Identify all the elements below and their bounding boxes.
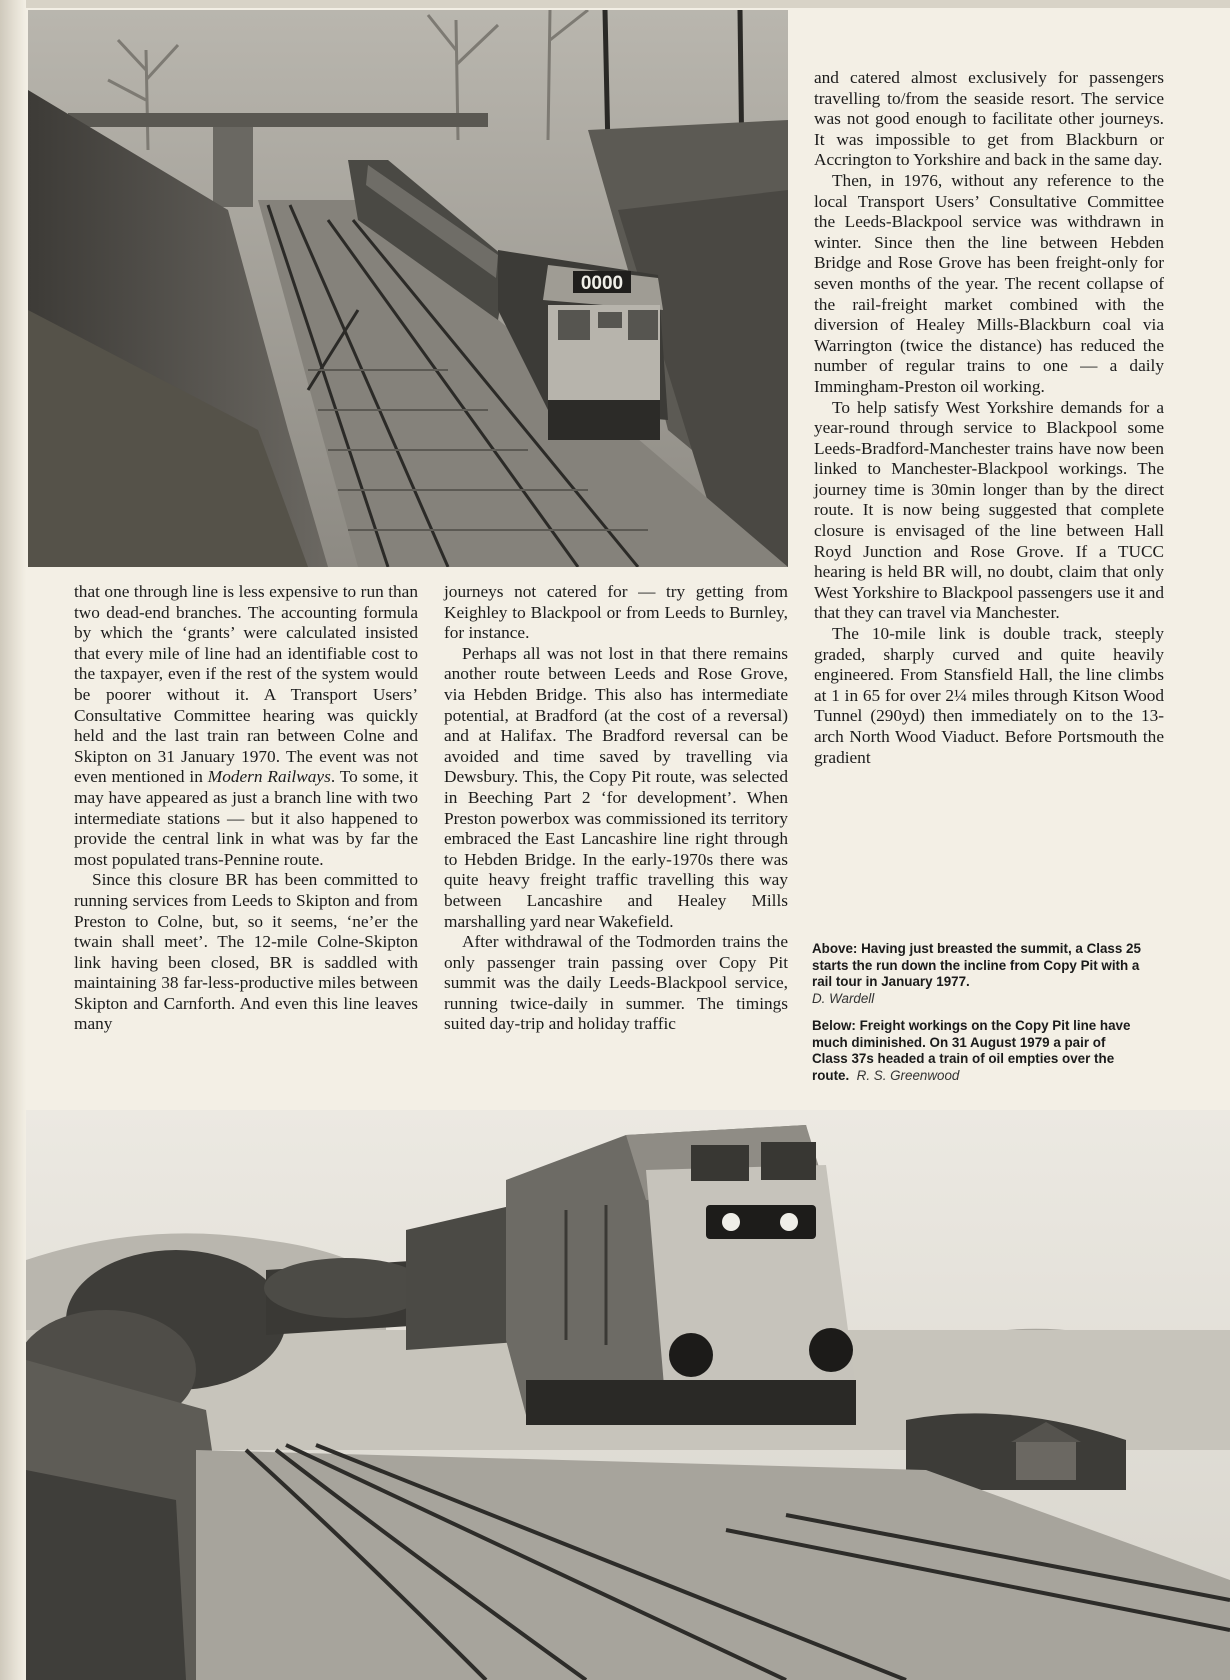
article-column-1 <box>74 582 418 1035</box>
col1-paragraph-1: that one through line is less expensive to run than two dead-end branches. The accounting formula by which the ‘grants’ were calculated insisted that every mile of line had an identifiable cost to the taxpayer, even if the rest of the system would be poorer without it. A Transport Users’ Consultative Committee hearing was quickly held and the last train ran between Colne and Skipton on 31 January 1970. The event was not even mentioned in Modern Railways. To some, it may have appeared as just a branch line with two intermediate stations — but it also happened to provide the central link in what was by far the most populated trans-Pennine route. <box>74 582 418 869</box>
col3-paragraph-4: The 10-mile link is double track, steeply graded, sharply curved and quite heavily engineered. From Stansfield Hall, the line climbs at 1 in 65 for over 2¼ miles through Kitson Wood Tunnel (290yd) then immediately on to the 13-arch North Wood Viaduct. Before Portsmouth the gradient <box>814 624 1164 767</box>
caption-above <box>812 941 1144 1007</box>
col2-paragraph-3: After withdrawal of the Todmorden trains the only passenger train passing over Copy Pit summit was the daily Leeds-Blackpool service, running twice-daily in summer. The timings suited day-trip and holiday traffic <box>444 932 788 1034</box>
publication-title: Modern Railways <box>207 767 331 787</box>
col1-paragraph-2: Since this closure BR has been committed to running services from Leeds to Skipton and from Preston to Colne, but, so it seems, ‘ne’er the twain shall meet’. The 12-mile Colne-Skipton link having been closed, BR is saddled with maintaining 38 far-less-productive miles between Skipton and Carnforth. And even this line leaves many <box>74 870 418 1034</box>
caption-above-text: Above: Having just breasted the summit, a Class 25 starts the run down the incline from Copy Pit with a rail tour in January 1977. <box>812 941 1141 990</box>
photo-class-37-oil-train <box>26 1110 1230 1680</box>
caption-below-text: Below: Freight workings on the Copy Pit line have much diminished. On 31 August 1979 a pair of Class 37s headed a train of oil empties over the route. <box>812 1018 1131 1083</box>
caption-below-credit: R. S. Greenwood <box>856 1067 960 1083</box>
photo-class-25-rail-tour <box>28 10 788 567</box>
col2-paragraph-2: Perhaps all was not lost in that there remains another route between Leeds and Rose Grove, via Hebden Bridge. This also has intermediate potential, at Bradford (at the cost of a reversal) and at Halifax. The Bradford reversal can be avoided and time saved by travelling via Dewsbury. This, the Copy Pit route, was selected in Beeching Part 2 ‘for development’. When Preston powerbox was commissioned its territory embraced the East Lancashire line right through to Hebden Bridge. In the early-1970s there was quite heavy freight traffic travelling this way between Lancashire and Healey Mills marshalling yard near Wakefield. <box>444 643 788 931</box>
page-gutter <box>0 0 26 1680</box>
col2-paragraph-1: journeys not catered for — try getting from Keighley to Blackpool or from Leeds to Burnley, for instance. <box>444 582 788 643</box>
caption-below <box>812 1018 1144 1084</box>
photo-top-illustration <box>28 10 788 567</box>
caption-above-credit: D. Wardell <box>812 990 875 1006</box>
headcode-text: 0000 <box>580 273 624 294</box>
article-column-3 <box>814 68 1164 768</box>
article-column-2 <box>444 582 788 1035</box>
col3-paragraph-2: Then, in 1976, without any reference to the local Transport Users’ Consultative Committee the Leeds-Blackpool service was withdrawn in winter. Since then the line between Hebden Bridge and Rose Grove has been freight-only for seven months of the year. The recent collapse of the rail-freight market combined with the diversion of Healey Mills-Blackburn coal via Warrington (twice the distance) has reduced the number of regular trains to one — a daily Immingham-Preston oil working. <box>814 170 1164 396</box>
page-top-edge <box>26 0 1230 8</box>
col3-paragraph-1: and catered almost exclusively for passengers travelling to/from the seaside resort. The service was not good enough to facilitate other journeys. It was impossible to get from Blackburn or Accrington to Yorkshire and back in the same day. <box>814 68 1164 170</box>
col3-paragraph-3: To help satisfy West Yorkshire demands for a year-round through service to Blackpool some Leeds-Bradford-Manchester trains have now been linked to Manchester-Blackpool workings. The journey time is 30min longer than by the direct route. It is now being suggested that complete closure is envisaged of the line between Hall Royd Junction and Rose Grove. If a TUCC hearing is held BR will, no doubt, claim that only West Yorkshire to Blackpool passengers use it and that they can travel via Manchester. <box>814 397 1164 623</box>
photo-bottom-illustration <box>26 1110 1230 1680</box>
